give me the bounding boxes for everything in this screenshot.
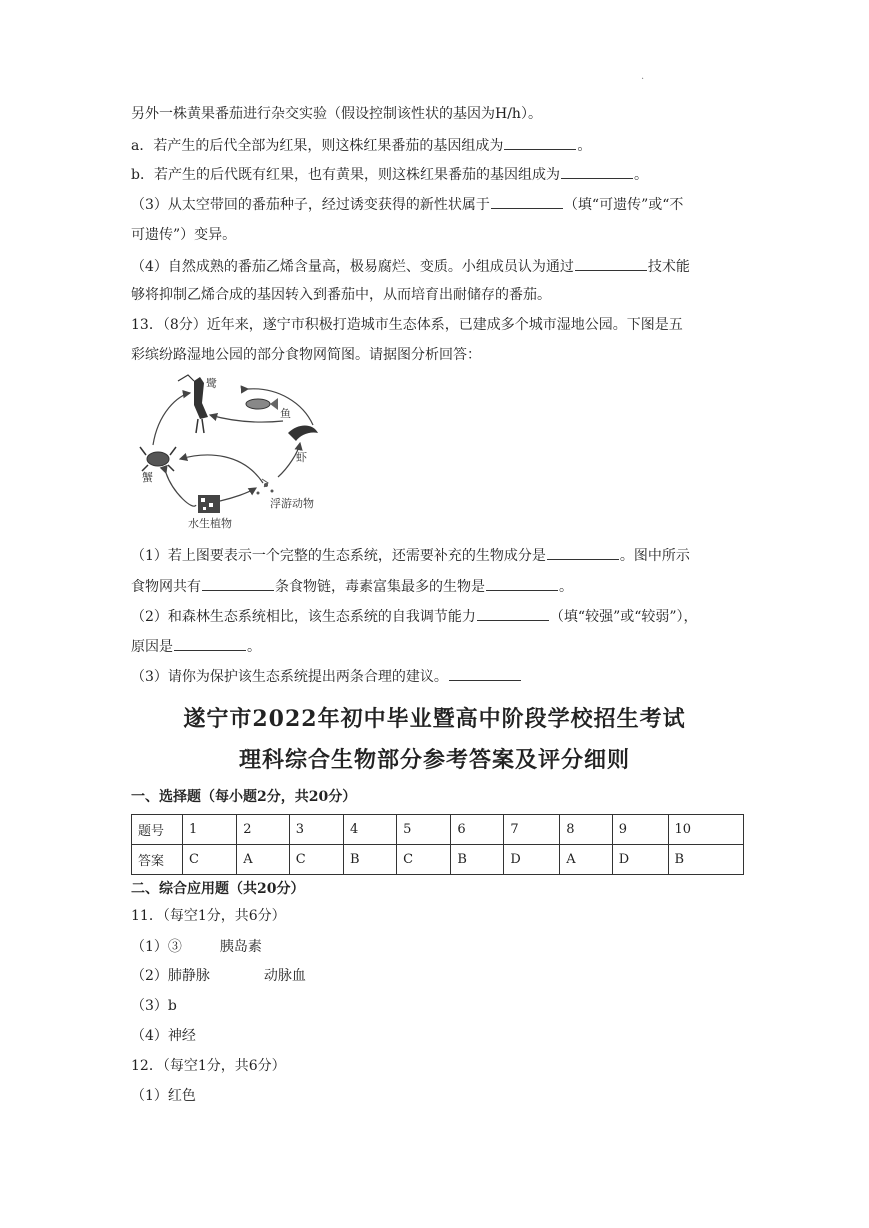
text-segment: 原因是 (131, 639, 173, 655)
answer-table (131, 814, 744, 875)
text-line: 够将抑制乙烯合成的基因转入到番茄中，从而培育出耐储存的番茄。 (131, 287, 551, 303)
answer-blank (561, 164, 633, 179)
table-cell: B (668, 845, 743, 875)
table-cell: 8 (560, 815, 612, 845)
answer-blank (202, 576, 274, 591)
table-cell: 2 (237, 815, 289, 845)
text-segment: 。 (559, 579, 573, 595)
text-line (131, 135, 741, 156)
text-segment: 。图中所示 (619, 548, 690, 564)
answer-blank (547, 545, 619, 560)
table-cell: D (612, 845, 668, 875)
label-water-plant: 水生植物 (188, 517, 232, 530)
text-segment: （1）③ (131, 939, 182, 955)
text-segment: 胰岛素 (219, 939, 262, 955)
water-plant-icon (198, 495, 220, 513)
text-segment: a．若产生的后代全部为红果，则这株红果番茄的基因组成为 (131, 138, 504, 154)
text-line (131, 666, 741, 687)
table-cell: 4 (344, 815, 397, 845)
text-segment: （3）从太空带回的番茄种子，经过诱变获得的新性状属于 (131, 197, 490, 213)
table-row (132, 815, 744, 845)
crab-icon (140, 447, 176, 471)
answer-line: （4）神经 (131, 1028, 196, 1044)
shrimp-icon (288, 426, 318, 442)
table-cell: 3 (289, 815, 343, 845)
label-shrimp: 虾 (296, 451, 307, 464)
table-cell: B (451, 845, 504, 875)
text-segment: 动脉血 (263, 968, 306, 984)
text-segment: （1）若上图要表示一个完整的生态系统，还需要补充的生物成分是 (131, 548, 546, 564)
answer-blank (449, 666, 521, 681)
answer-blank (491, 194, 563, 209)
text-segment: （2）和森林生态系统相比，该生态系统的自我调节能力 (131, 609, 476, 625)
text-line (131, 164, 741, 185)
section-heading-application: 二、综合应用题（共20分） (131, 881, 305, 897)
text-segment: （2）肺静脉 (131, 968, 210, 984)
answer-line: 12．（每空1分，共6分） (131, 1058, 286, 1074)
table-cell: 答案 (132, 845, 183, 875)
table-cell: A (237, 845, 289, 875)
text-segment: （填“较强”或“较弱”）， (549, 609, 698, 625)
question-13: 13．（8分）近年来，遂宁市积极打造城市生态体系，已建成多个城市湿地公园。下图是五 (131, 317, 683, 333)
zooplankton-icon (257, 479, 274, 495)
text-line: 可遗传”）变异。 (131, 227, 237, 243)
label-zooplankton: 浮游动物 (270, 497, 314, 510)
arrow-crab-to-heron (153, 393, 190, 445)
answer-line: 11．（每空1分，共6分） (131, 908, 286, 924)
answer-blank (486, 576, 558, 591)
text-line (131, 545, 741, 566)
arrow-plant-to-zoo (220, 488, 256, 501)
answer-blank (575, 256, 647, 271)
answer-line: （1）红色 (131, 1088, 196, 1104)
table-cell: 10 (668, 815, 743, 845)
text-segment: 食物网共有 (131, 579, 201, 595)
answer-blank (477, 606, 549, 621)
arrow-shrimp-to-heron (210, 415, 283, 422)
answer-blank (174, 636, 246, 651)
text-segment: 条食物链，毒素富集最多的生物是 (275, 579, 485, 595)
text-segment: 。 (633, 167, 648, 183)
table-cell: A (560, 845, 612, 875)
arrow-plant-to-crab (166, 473, 196, 506)
heron-icon (178, 375, 208, 433)
text-line (131, 606, 741, 627)
text-segment: （填“可遗传”或“不 (563, 197, 684, 213)
text-segment: （3）请你为保护该生态系统提出两条合理的建议。 (131, 669, 448, 685)
text-segment: b．若产生的后代既有红果，也有黄果，则这株红果番茄的基因组成为 (131, 167, 560, 183)
text-segment: 技术能 (647, 259, 690, 275)
table-cell: C (397, 845, 451, 875)
table-cell: 5 (397, 815, 451, 845)
table-cell: 9 (612, 815, 668, 845)
table-cell: 7 (504, 815, 560, 845)
arrow-zoo-to-crab (180, 455, 263, 483)
text-line: 另外一株黄果番茄进行杂交实验（假设控制该性状的基因为H/h）。 (131, 106, 542, 122)
text-line: 彩缤纷路湿地公园的部分食物网简图。请据图分析回答： (131, 347, 481, 363)
table-cell: C (183, 845, 237, 875)
answer-line (131, 966, 741, 986)
table-cell: C (289, 845, 343, 875)
food-web-diagram (138, 373, 338, 535)
label-heron: 鹭 (206, 377, 217, 390)
document-subtitle: 理科综合生物部分参考答案及评分细则 (238, 747, 630, 773)
table-row (132, 845, 744, 875)
text-line (131, 576, 741, 597)
text-line (131, 194, 741, 215)
text-segment: （4）自然成熟的番茄乙烯含量高，极易腐烂、变质。小组成员认为通过 (131, 259, 574, 275)
section-heading-choice: 一、选择题（每小题2分，共20分） (131, 789, 357, 805)
table-cell: 1 (183, 815, 237, 845)
fish-icon (246, 398, 278, 410)
answer-line: （3）b (131, 998, 177, 1014)
text-segment: 。 (577, 138, 592, 154)
document-title: 遂宁市2022年初中毕业暨高中阶段学校招生考试 (183, 706, 686, 732)
text-line (131, 636, 741, 657)
page-mark: · (641, 74, 645, 85)
text-segment: 。 (247, 639, 261, 655)
text-line (131, 256, 741, 277)
table-cell: B (344, 845, 397, 875)
answer-line (131, 937, 741, 957)
table-cell: 题号 (132, 815, 183, 845)
table-cell: D (504, 845, 560, 875)
label-fish: 鱼 (280, 407, 291, 420)
answer-blank (504, 135, 576, 150)
label-crab: 蟹 (142, 471, 153, 484)
table-cell: 6 (451, 815, 504, 845)
